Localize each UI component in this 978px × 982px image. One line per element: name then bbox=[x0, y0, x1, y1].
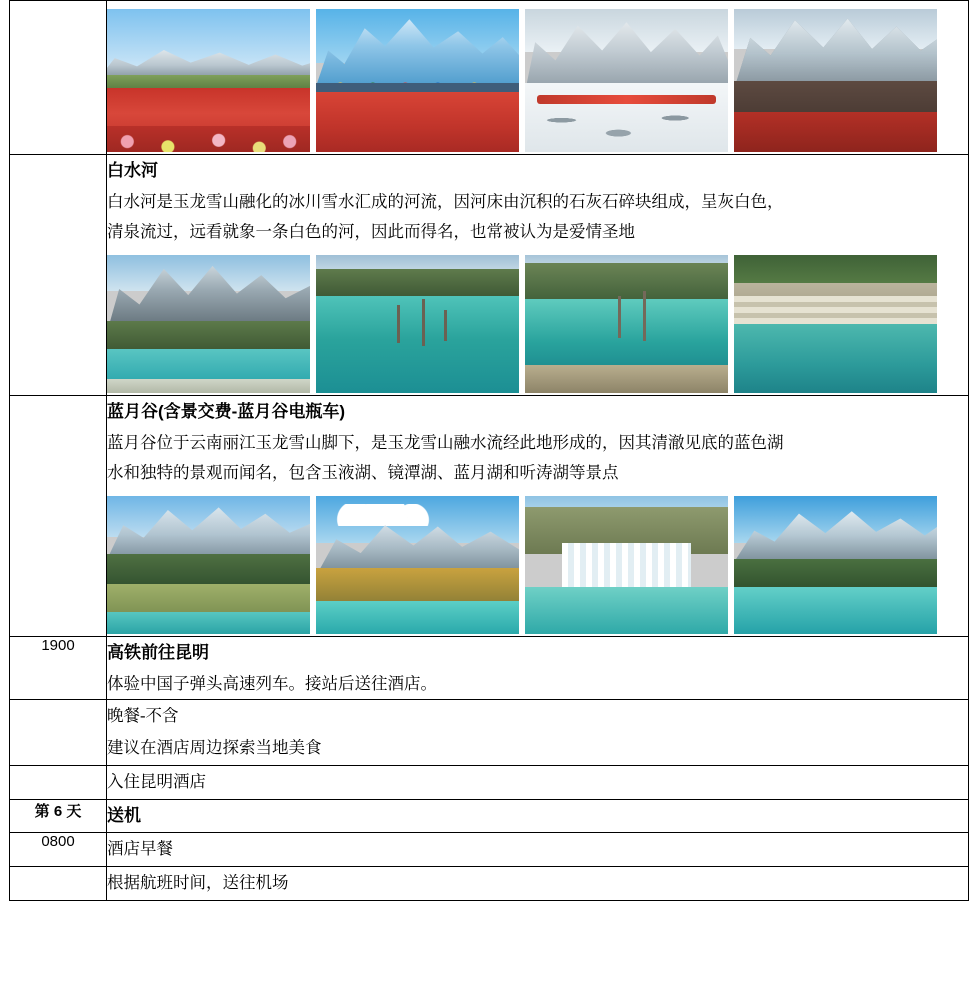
blue-snow-mountain-photo bbox=[316, 9, 519, 152]
section-body-line: 水和独特的景观而闻名，包含玉液湖、镜潭湖、蓝月湖和听涛湖等景点 bbox=[107, 463, 619, 482]
time-cell bbox=[10, 766, 107, 800]
content-cell bbox=[107, 766, 969, 800]
snow-slope-red-banner-photo bbox=[525, 9, 728, 152]
section-title: 蓝月谷(含景交费-蓝月谷电瓶车) bbox=[107, 402, 345, 421]
waterfall-cascade-photo bbox=[525, 496, 728, 634]
green-pool-dead-trees-photo bbox=[525, 255, 728, 393]
time-cell bbox=[10, 155, 107, 396]
content-cell bbox=[107, 396, 969, 637]
itinerary-table bbox=[9, 0, 969, 901]
table-row bbox=[10, 700, 969, 766]
table-row bbox=[10, 1, 969, 155]
section-title: 白水河 bbox=[107, 161, 158, 180]
white-water-river-valley-photo bbox=[107, 255, 310, 393]
table-row bbox=[10, 800, 969, 833]
time-cell: 0800 bbox=[10, 833, 107, 867]
time-cell bbox=[10, 1, 107, 155]
section-body-line: 酒店早餐 bbox=[107, 839, 173, 858]
table-row bbox=[10, 637, 969, 700]
red-cloth-meadow-photo bbox=[107, 9, 310, 152]
photo-strip bbox=[107, 9, 968, 152]
blue-lake-snow-peak-photo bbox=[734, 496, 937, 634]
content-cell bbox=[107, 637, 969, 700]
photo-strip bbox=[107, 255, 968, 393]
section-title: 高铁前往昆明 bbox=[107, 643, 209, 662]
table-row bbox=[10, 396, 969, 637]
section-body-line: 清泉流过，远看就象一条白色的河，因此而得名，也常被认为是爱情圣地 bbox=[107, 222, 635, 241]
content-cell bbox=[107, 1, 969, 155]
section-body-line: 入住昆明酒店 bbox=[107, 772, 206, 791]
turquoise-lake-trees-photo bbox=[316, 255, 519, 393]
table-row bbox=[10, 766, 969, 800]
content-cell bbox=[107, 700, 969, 766]
section-body-line: 体验中国子弹头高速列车。接站后送往酒店。 bbox=[107, 674, 437, 693]
autumn-mountain-lake-photo bbox=[316, 496, 519, 634]
table-row bbox=[10, 833, 969, 867]
time-cell bbox=[10, 700, 107, 766]
time-cell bbox=[10, 867, 107, 901]
section-body-line: 建议在酒店周边探索当地美食 bbox=[107, 738, 322, 757]
section-body-line: 白水河是玉龙雪山融化的冰川雪水汇成的河流，因河床由沉积的石灰石碎块组成，呈灰白色， bbox=[107, 192, 784, 211]
limestone-terrace-water-photo bbox=[734, 255, 937, 393]
photo-strip bbox=[107, 496, 968, 634]
section-body-line: 晚餐-不含 bbox=[107, 706, 179, 725]
day-label-cell: 第 6 天 bbox=[10, 800, 107, 833]
content-cell bbox=[107, 800, 969, 833]
content-cell bbox=[107, 867, 969, 901]
table-row bbox=[10, 867, 969, 901]
section-body-line: 蓝月谷位于云南丽江玉龙雪山脚下，是玉龙雪山融水流经此地形成的，因其清澈见底的蓝色湖 bbox=[107, 433, 784, 452]
time-cell bbox=[10, 396, 107, 637]
section-body-line: 根据航班时间，送往机场 bbox=[107, 873, 289, 892]
content-cell bbox=[107, 833, 969, 867]
rocky-peak-red-field-photo bbox=[734, 9, 937, 152]
section-title: 送机 bbox=[107, 806, 141, 825]
table-row bbox=[10, 155, 969, 396]
content-cell bbox=[107, 155, 969, 396]
time-cell: 1900 bbox=[10, 637, 107, 700]
blue-moon-valley-meadow-photo bbox=[107, 496, 310, 634]
